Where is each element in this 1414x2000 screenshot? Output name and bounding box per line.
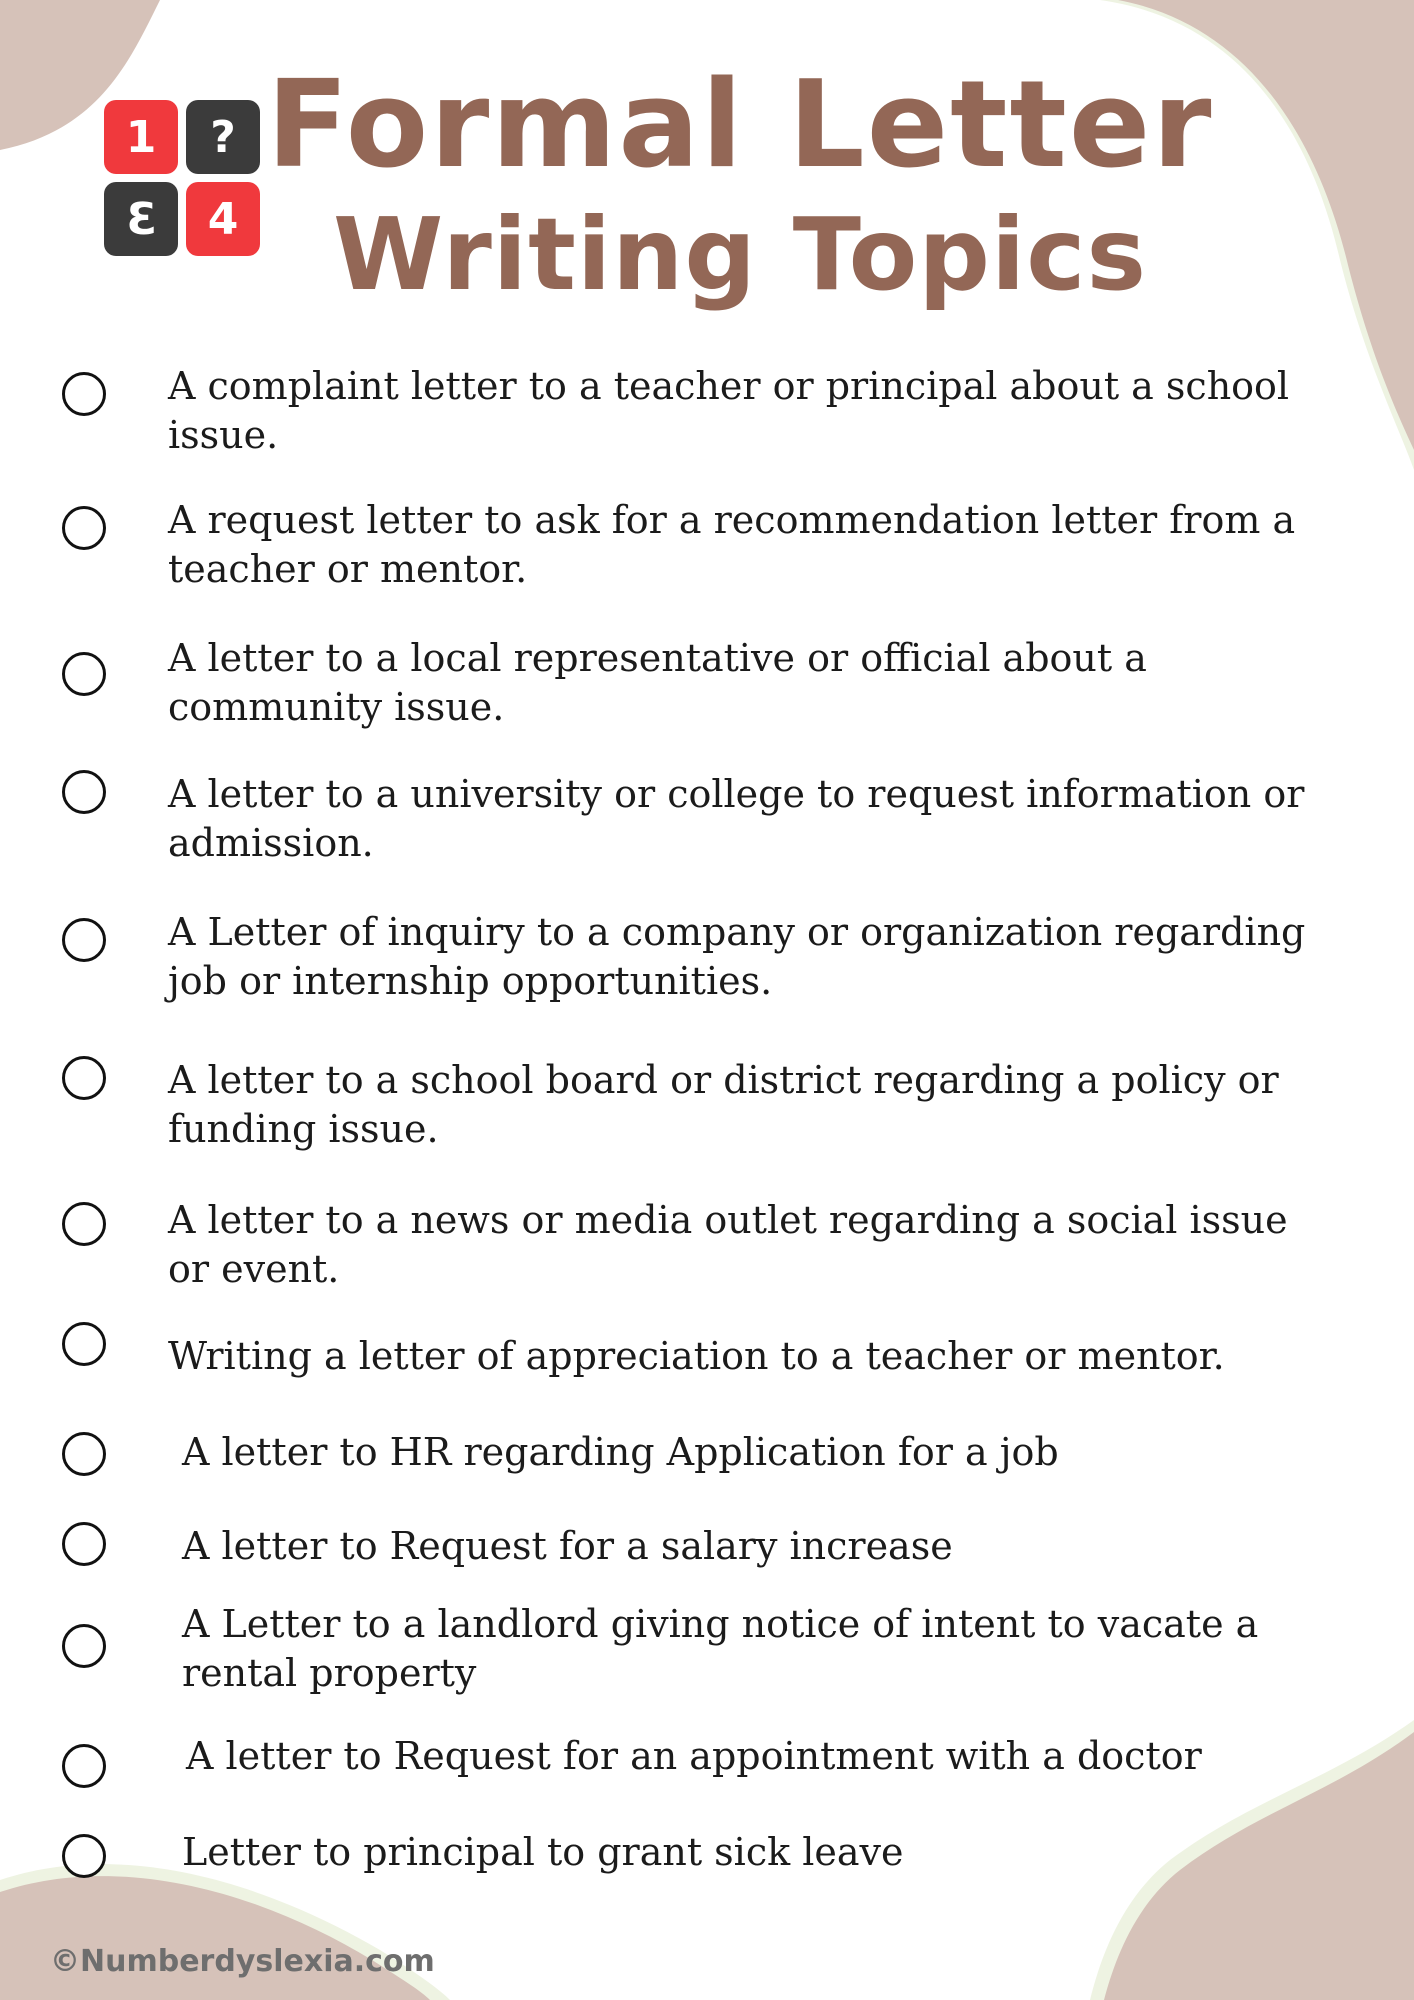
topic-text: A letter to Request for a salary increase — [182, 1524, 953, 1568]
topic-text: Letter to principal to grant sick leave — [182, 1830, 904, 1874]
footer-copyright: ©Numberdyslexia.com — [50, 1944, 435, 1979]
checkbox-circle-icon[interactable] — [62, 770, 106, 814]
topic-text: A complaint letter to a teacher or principal about a school issue. — [168, 364, 1290, 457]
checkbox-circle-icon[interactable] — [62, 1202, 106, 1246]
checkbox-circle-icon[interactable] — [62, 1432, 106, 1476]
checkbox-circle-icon[interactable] — [62, 918, 106, 962]
checkbox-circle-icon[interactable] — [62, 372, 106, 416]
logo-tile: 4 — [186, 182, 260, 256]
topic-text: A request letter to ask for a recommendation letter from a teacher or mentor. — [168, 498, 1296, 591]
topic-text: A letter to a school board or district regarding a policy or funding issue. — [168, 1058, 1279, 1151]
topic-text: A Letter to a landlord giving notice of intent to vacate a rental property — [182, 1602, 1259, 1695]
checkbox-circle-icon[interactable] — [62, 652, 106, 696]
topic-text: A letter to HR regarding Application for a job — [182, 1430, 1059, 1474]
checkbox-circle-icon[interactable] — [62, 1056, 106, 1100]
topic-text: A Letter of inquiry to a company or organization regarding job or internship opportunities. — [168, 910, 1306, 1003]
topic-text: A letter to a local representative or official about a community issue. — [168, 636, 1147, 729]
page-subtitle: Writing Topics — [332, 196, 1148, 313]
checkbox-circle-icon[interactable] — [62, 1522, 106, 1566]
checkbox-circle-icon[interactable] — [62, 506, 106, 550]
topic-text: A letter to a university or college to request information or admission. — [168, 772, 1305, 865]
topic-text: A letter to Request for an appointment with a doctor — [186, 1734, 1202, 1778]
checkbox-circle-icon[interactable] — [62, 1744, 106, 1788]
checkbox-circle-icon[interactable] — [62, 1322, 106, 1366]
topic-text: A letter to a news or media outlet regarding a social issue or event. — [168, 1198, 1288, 1291]
checkbox-circle-icon[interactable] — [62, 1624, 106, 1668]
topic-text: Writing a letter of appreciation to a teacher or mentor. — [168, 1334, 1225, 1378]
logo-tile: ? — [186, 100, 260, 174]
logo-tile: 3 — [104, 182, 178, 256]
checkbox-circle-icon[interactable] — [62, 1834, 106, 1878]
logo-tile: 1 — [104, 100, 178, 174]
page-title: Formal Letter — [266, 56, 1214, 195]
